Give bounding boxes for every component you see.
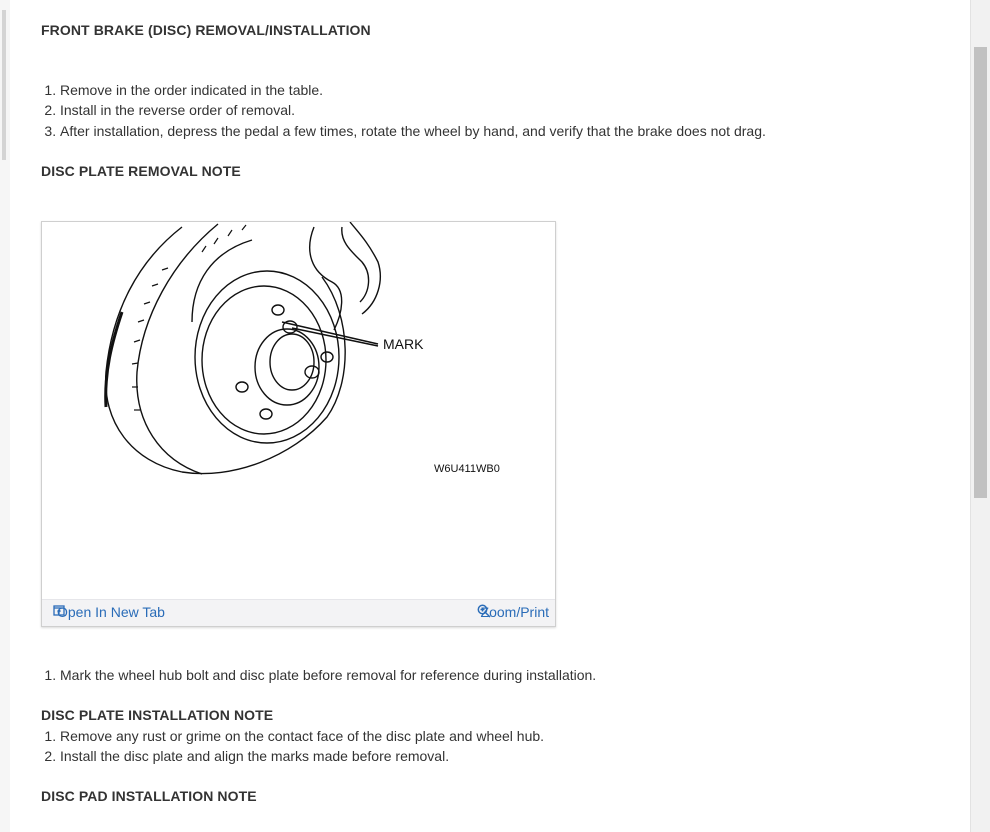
- figure-toolbar: [42, 599, 555, 626]
- section-title-disc-pad-installation: DISC PAD INSTALLATION NOTE: [41, 788, 257, 804]
- open-in-new-tab-link[interactable]: [53, 604, 165, 620]
- left-edge-marker: [2, 10, 6, 160]
- vertical-scrollbar[interactable]: [970, 0, 990, 832]
- brake-disc-figure: [41, 221, 556, 627]
- mark-callout-label: MARK: [383, 336, 424, 352]
- list-item: 3. After installation, depress the pedal a few times, rotate the wheel by hand, and verify that the brake does not drag.: [60, 121, 766, 141]
- list-item: 2. Install the disc plate and align the marks made before removal.: [60, 746, 544, 766]
- section-title-disc-plate-removal: DISC PLATE REMOVAL NOTE: [41, 163, 241, 179]
- zoom-print-link[interactable]: [477, 604, 549, 620]
- brake-disc-illustration: [42, 222, 555, 598]
- zoom-print-label: Zoom/Print: [480, 604, 549, 620]
- open-in-new-tab-label: Open In New Tab: [57, 604, 165, 620]
- list-item: 1. Mark the wheel hub bolt and disc plate before removal for reference during installation.: [60, 665, 596, 685]
- disc-plate-removal-steps: [41, 665, 596, 685]
- left-page-edge: [0, 0, 10, 832]
- document-content: [41, 0, 961, 832]
- list-item: 1. Remove in the order indicated in the table.: [60, 80, 766, 100]
- disc-plate-installation-steps: [41, 726, 544, 767]
- removal-installation-steps: [41, 80, 766, 141]
- section-title-disc-plate-installation: DISC PLATE INSTALLATION NOTE: [41, 707, 274, 723]
- list-item: 2. Install in the reverse order of removal.: [60, 100, 766, 120]
- list-item: 1. Remove any rust or grime on the contact face of the disc plate and wheel hub.: [60, 726, 544, 746]
- scrollbar-thumb[interactable]: [974, 47, 987, 498]
- figure-code: W6U411WB0: [434, 463, 500, 475]
- section-title-removal-installation: FRONT BRAKE (DISC) REMOVAL/INSTALLATION: [41, 22, 371, 38]
